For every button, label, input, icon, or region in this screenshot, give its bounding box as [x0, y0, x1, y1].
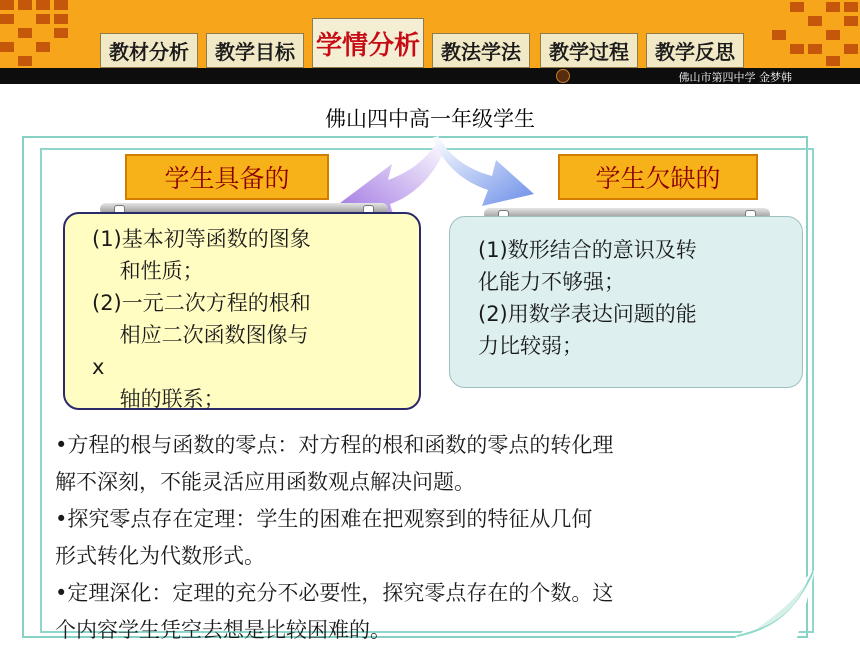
analysis-bullets	[55, 427, 815, 649]
lacks-skills-label: 学生欠缺的	[558, 154, 758, 200]
bullet-line: •探究零点存在定理：学生的困难在把观察到的特征从几何	[55, 507, 593, 531]
has-skills-label: 学生具备的	[125, 154, 329, 200]
tab-teaching-reflection[interactable]: 教学反思	[646, 33, 744, 68]
school-logo-icon	[556, 69, 570, 83]
tab-teaching-process[interactable]: 教学过程	[540, 33, 638, 68]
tab-textbook-analysis[interactable]: 教材分析	[100, 33, 198, 68]
bullet-line: 解不深刻，不能灵活应用函数观点解决问题。	[55, 470, 475, 494]
tab-teaching-methods[interactable]: 教法学法	[432, 33, 530, 68]
tab-teaching-objectives[interactable]: 教学目标	[206, 33, 304, 68]
lacks-skills-list: (1)数形结合的意识及转 化能力不够强； (2)用数学表达问题的能 力比较弱；	[478, 238, 697, 358]
school-author-label: 佛山市第四中学 金梦韩	[678, 71, 792, 84]
page-title: 佛山四中高一年级学生	[325, 107, 535, 131]
bullet-line: •方程的根与函数的零点：对方程的根和函数的零点的转化理	[55, 433, 614, 457]
tab-student-analysis[interactable]: 学情分析	[312, 18, 424, 68]
bullet-line: •定理深化：定理的充分不必要性，探究零点存在的个数。这	[55, 581, 614, 605]
has-skills-list: (1)基本初等函数的图象 和性质； (2)一元二次方程的根和 相应二次函数图像与 x 轴的联系；	[92, 227, 311, 411]
bullet-line: 形式转化为代数形式。	[55, 544, 265, 568]
bullet-line: 个内容学生凭空去想是比较困难的。	[55, 618, 391, 642]
